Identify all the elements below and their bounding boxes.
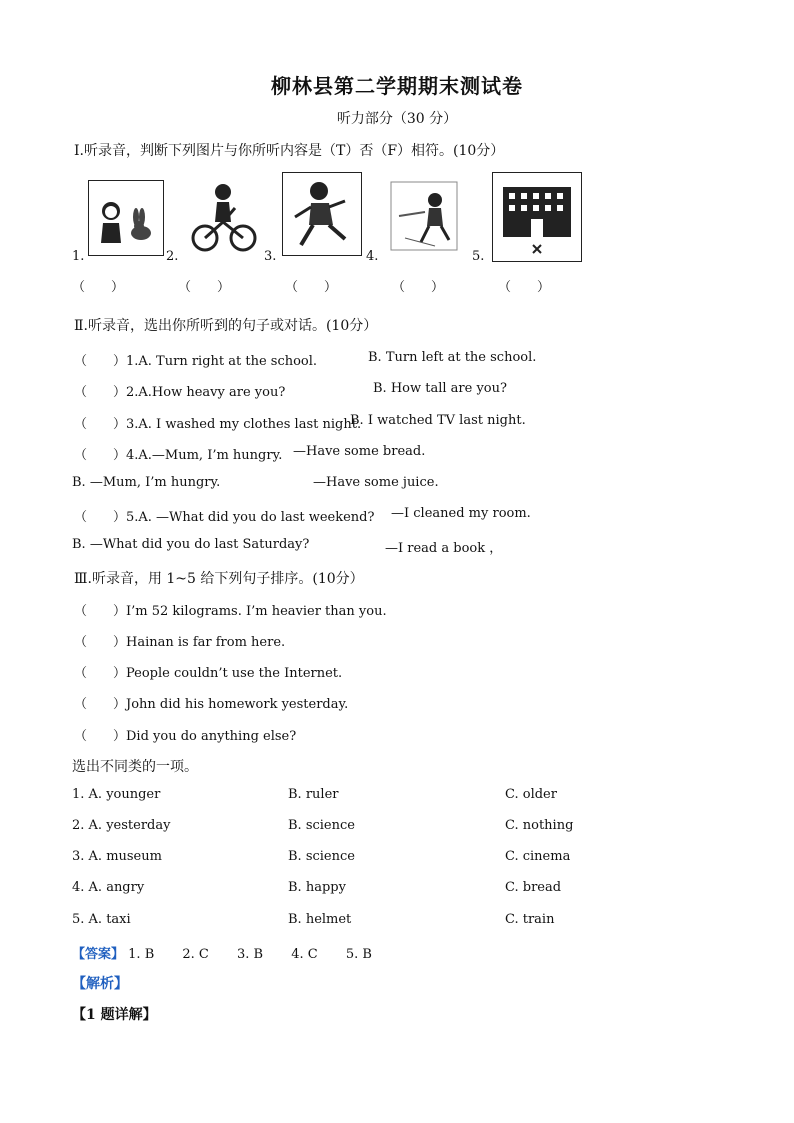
option-c: C. bread — [505, 880, 562, 895]
answer-item: 3. B — [237, 947, 264, 962]
page-subtitle: 听力部分（30 分） — [336, 111, 458, 127]
answer-blank-3[interactable]: （ ） — [285, 280, 338, 295]
question-line: （ ）4.A.—Mum, I’m hungry. — [74, 448, 283, 463]
ordering-item: （ ）Hainan is far from here. — [74, 635, 286, 650]
answer-item: 1. B — [128, 947, 155, 962]
option-response: —I cleaned my room. — [391, 506, 531, 521]
option-a: 5. A. taxi — [72, 912, 131, 927]
ordering-item: （ ）People couldn’t use the Internet. — [74, 666, 343, 681]
option-a: 1. A. younger — [72, 787, 161, 802]
answer-row — [72, 943, 396, 962]
option-c: C. train — [505, 912, 555, 927]
option-a: 4. A. angry — [72, 880, 145, 895]
page-title: 柳林县第二学期期末测试卷 — [271, 74, 523, 98]
section2-heading: Ⅱ.听录音，选出你所听到的句子或对话。(10分） — [74, 318, 378, 334]
boy-on-bicycle-picture — [183, 178, 263, 256]
picture-number-3: 3. — [264, 249, 277, 264]
option-b: B. Turn left at the school. — [368, 350, 537, 365]
analysis-label: 【解析】 — [72, 976, 128, 992]
section3-heading: Ⅲ.听录音，用 1~5 给下列句子排序。(10分） — [74, 571, 364, 587]
answer-item: 4. C — [291, 947, 318, 962]
ordering-item: （ ）John did his homework yesterday. — [74, 697, 349, 712]
answer-blank-5[interactable]: （ ） — [498, 280, 551, 295]
picture-number-2: 2. — [166, 249, 179, 264]
picture-number-4: 4. — [366, 249, 379, 264]
option-b: B. I watched TV last night. — [350, 413, 526, 428]
option-response: —Have some bread. — [293, 444, 426, 459]
question-line: （ ）5.A. —What did you do last weekend? — [74, 510, 375, 525]
building-picture — [492, 172, 582, 262]
question-line: （ ）1.A. Turn right at the school. — [74, 354, 318, 369]
question-line: B. —What did you do last Saturday? — [72, 537, 310, 552]
option-b: B. helmet — [288, 912, 352, 927]
answer-blank-2[interactable]: （ ） — [178, 280, 231, 295]
answer-item: 2. C — [182, 947, 209, 962]
option-a: 2. A. yesterday — [72, 818, 171, 833]
option-response: —I read a book ， — [385, 541, 503, 556]
option-a: 3. A. museum — [72, 849, 162, 864]
picture-number-1: 1. — [72, 249, 85, 264]
answer-blank-4[interactable]: （ ） — [392, 280, 445, 295]
skating-picture — [385, 176, 463, 256]
answer-blank-1[interactable]: （ ） — [72, 280, 125, 295]
question-line: （ ）3.A. I washed my clothes last night. — [74, 417, 362, 432]
section1-heading: Ⅰ.听录音，判断下列图片与你所听内容是（T）否（F）相符。(10分） — [74, 143, 505, 159]
ordering-item: （ ）Did you do anything else? — [74, 729, 297, 744]
answer-label: 【答案】 — [72, 947, 125, 962]
ordering-item: （ ）I’m 52 kilograms. I’m heavier than you. — [74, 604, 387, 619]
picture-number-5: 5. — [472, 249, 485, 264]
option-b: B. science — [288, 849, 355, 864]
option-b: B. ruler — [288, 787, 339, 802]
question-line: （ ）2.A.How heavy are you? — [74, 385, 286, 400]
girl-and-rabbit-picture — [88, 180, 164, 256]
running-girl-picture — [282, 172, 362, 256]
option-b: B. happy — [288, 880, 346, 895]
option-b: B. How tall are you? — [373, 381, 507, 396]
answer-item: 5. B — [345, 947, 372, 962]
section4-heading: 选出不同类的一项。 — [72, 759, 198, 775]
option-c: C. nothing — [505, 818, 574, 833]
option-c: C. older — [505, 787, 557, 802]
option-response: —Have some juice. — [313, 475, 439, 490]
question-line: B. —Mum, I’m hungry. — [72, 475, 221, 490]
detail-label: 【1 题详解】 — [72, 1007, 157, 1023]
option-c: C. cinema — [505, 849, 571, 864]
option-b: B. science — [288, 818, 355, 833]
